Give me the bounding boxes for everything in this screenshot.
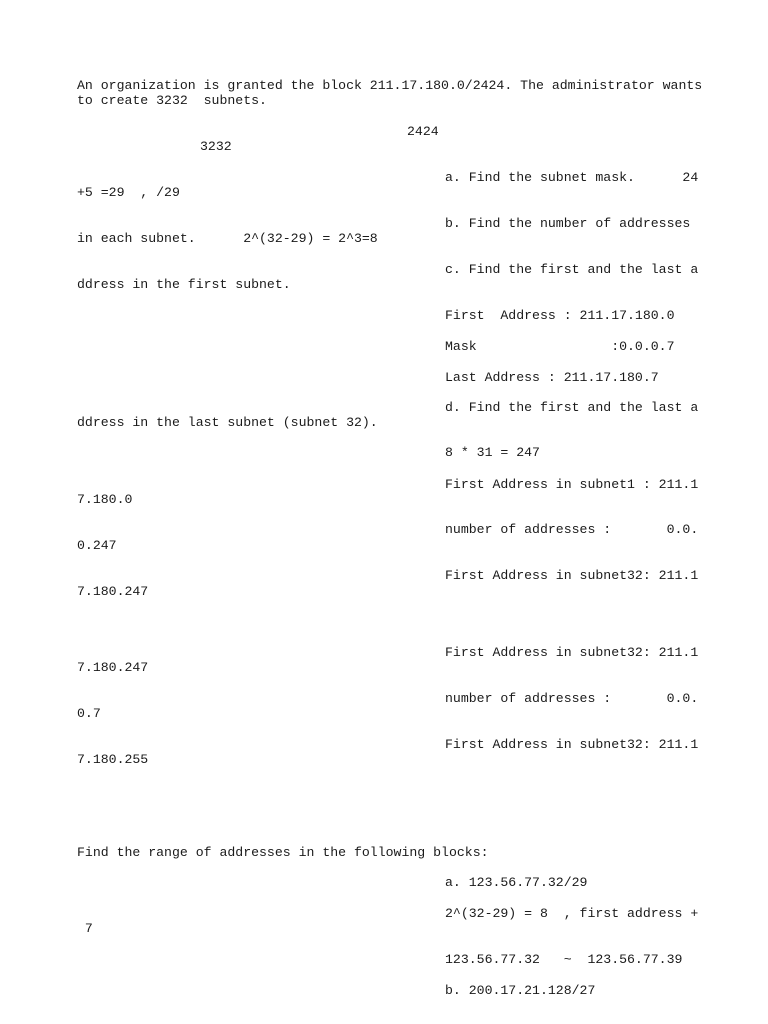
number-of-addresses-1: number of addresses : 0.0. [445,522,699,537]
question-d: d. Find the first and the last a [445,400,699,415]
stray-number-2424: 2424 [407,124,439,139]
question-a: a. Find the subnet mask. 24 [445,170,699,185]
range-result-a: 123.56.77.32 ~ 123.56.77.39 [445,952,683,967]
first-address-line: First Address : 211.17.180.0 [445,308,675,323]
last-address-line: Last Address : 211.17.180.7 [445,370,659,385]
stray-number-3232: 3232 [200,139,232,154]
answer-b: in each subnet. 2^(32-29) = 2^3=8 [77,231,378,246]
subnet1-first-address-cont: 7.180.0 [77,492,133,507]
question-c-cont: ddress in the first subnet. [77,277,291,292]
question-c: c. Find the first and the last a [445,262,699,277]
intro-line-2: to create 3232 subnets. [77,93,267,108]
mask-line: Mask :0.0.0.7 [445,339,675,354]
range-calc-line: 2^(32-29) = 8 , first address + [445,906,699,921]
range-item-a: a. 123.56.77.32/29 [445,875,588,890]
intro-line-1: An organization is granted the block 211.17.180.0/2424. The administrator wants [77,78,703,93]
number-of-addresses-2: number of addresses : 0.0. [445,691,699,706]
answer-a: +5 =29 , /29 [77,185,180,200]
question-d-cont: ddress in the last subnet (subnet 32). [77,415,378,430]
question-b: b. Find the number of addresses [445,216,691,231]
range-calc-line-cont: 7 [77,921,93,936]
calc-line: 8 * 31 = 247 [445,445,540,460]
number-of-addresses-2-cont: 0.7 [77,706,101,721]
range-heading: Find the range of addresses in the following blocks: [77,845,489,860]
subnet32-first-address-2: First Address in subnet32: 211.1 [445,645,699,660]
number-of-addresses-1-cont: 0.247 [77,538,117,553]
subnet32-first-address-1: First Address in subnet32: 211.1 [445,568,699,583]
subnet32-first-address-3-cont: 7.180.255 [77,752,149,767]
range-item-b: b. 200.17.21.128/27 [445,983,596,998]
subnet32-first-address-3: First Address in subnet32: 211.1 [445,737,699,752]
subnet32-first-address-1-cont: 7.180.247 [77,584,149,599]
subnet1-first-address: First Address in subnet1 : 211.1 [445,477,699,492]
subnet32-first-address-2-cont: 7.180.247 [77,660,149,675]
